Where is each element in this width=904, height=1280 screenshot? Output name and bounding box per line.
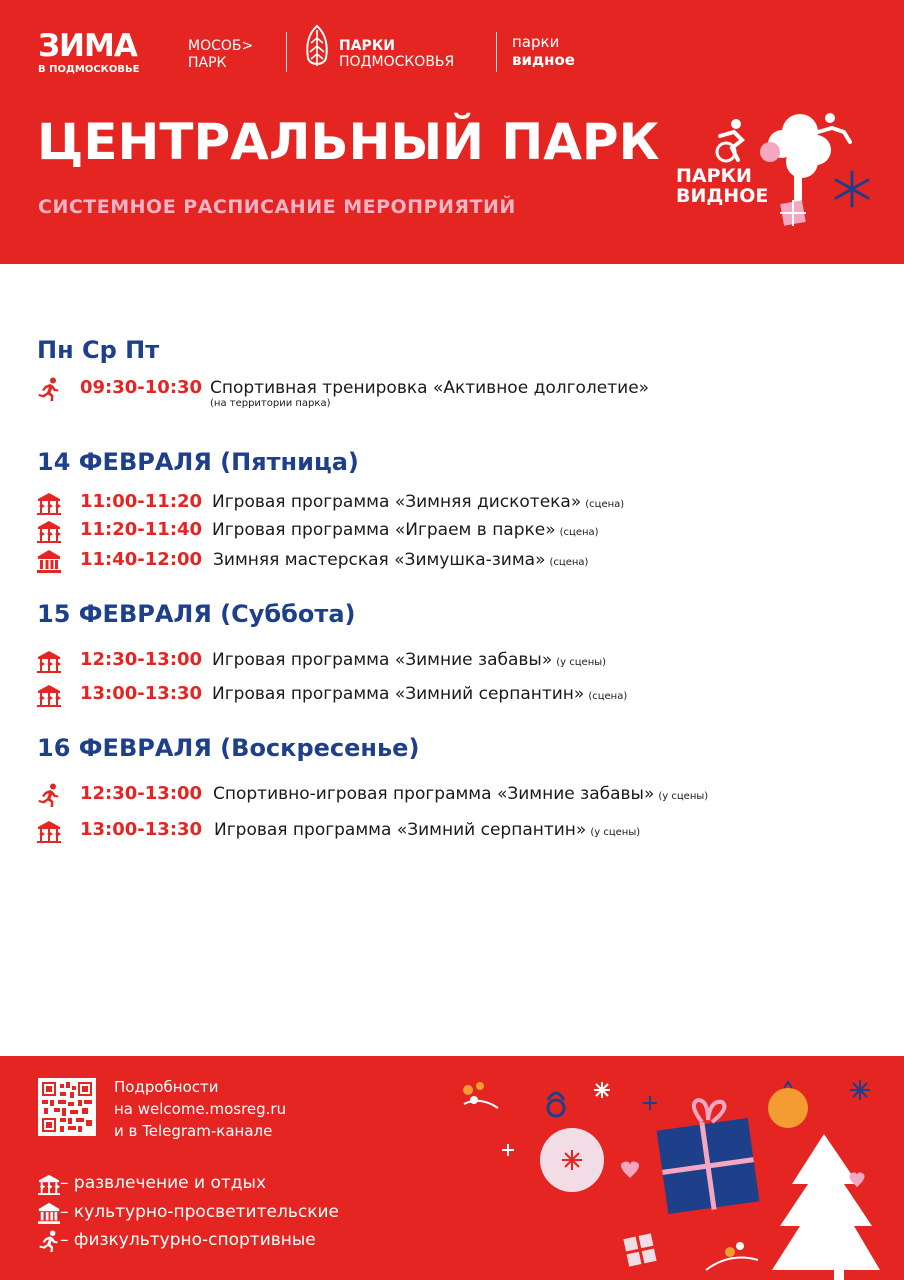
header-banner [0, 0, 904, 264]
logo-mosoblpark [188, 38, 253, 72]
event-title [212, 519, 599, 544]
schedule [0, 264, 904, 1056]
event-note: (у сцены) [658, 791, 709, 802]
emblem-text [676, 166, 768, 206]
event-row [36, 816, 886, 846]
event-row [36, 780, 886, 810]
runner-icon [36, 377, 62, 401]
day-heading: Пн Ср Пт [37, 336, 160, 364]
emblem-line2: ВИДНОЕ [676, 185, 769, 207]
footer-banner [0, 1056, 904, 1280]
event-title [214, 819, 640, 844]
logo-divider [496, 32, 497, 72]
logo-vidnoe-line2: видное [512, 51, 575, 69]
carousel-icon [36, 491, 62, 515]
event-time: 12:30-13:00 [80, 649, 203, 670]
legend-text: – культурно-просветительские [60, 1202, 339, 1222]
logo-parki-vidnoe [512, 33, 575, 69]
event-time: 12:30-13:00 [80, 783, 203, 804]
leaf-icon [302, 24, 332, 70]
event-row [36, 488, 886, 518]
runner-icon [36, 1230, 62, 1252]
page-title: ЦЕНТРАЛЬНЫЙ ПАРК [37, 113, 660, 171]
event-title [212, 491, 624, 516]
event-row [36, 516, 886, 546]
event-time: 09:30-10:30 [80, 377, 203, 398]
event-time: 11:40-12:00 [80, 549, 203, 570]
event-title-text: Спортивная тренировка «Активное долголетие» [210, 378, 650, 398]
logo-zima [38, 30, 139, 76]
event-title [213, 783, 708, 808]
more-info-link[interactable]: на welcome.mosreg.ru [114, 1100, 287, 1118]
event-note: (сцена) [585, 499, 625, 510]
event-title-text: Игровая программа «Зимний серпантин» [212, 684, 585, 704]
logo-vidnoe-line1: парки [512, 33, 560, 51]
day-heading: 14 ФЕВРАЛЯ (Пятница) [37, 448, 359, 476]
museum-icon [36, 549, 62, 573]
event-title-text: Спортивно-игровая программа «Зимние забавы» [213, 784, 655, 804]
logo-zima-main: ЗИМА [38, 28, 137, 64]
event-row [36, 546, 886, 576]
event-time: 11:20-11:40 [80, 519, 203, 540]
more-info-line: Подробности [114, 1078, 219, 1096]
more-info-text [114, 1076, 286, 1142]
winter-decoration-icon [440, 1056, 904, 1280]
event-title-text: Зимняя мастерская «Зимушка-зима» [213, 550, 546, 570]
carousel-icon [36, 649, 62, 673]
day-heading: 15 ФЕВРАЛЯ (Суббота) [37, 600, 356, 628]
event-title-text: Игровая программа «Зимние забавы» [212, 650, 553, 670]
more-info-line: и в Telegram-канале [114, 1122, 273, 1140]
event-title-text: Игровая программа «Играем в парке» [212, 520, 556, 540]
legend-text: – физкультурно-спортивные [60, 1230, 316, 1250]
event-row [36, 680, 886, 710]
legend-text: – развлечение и отдых [60, 1173, 267, 1193]
carousel-icon [36, 519, 62, 543]
carousel-icon [36, 819, 62, 843]
runner-icon [36, 783, 62, 807]
qr-code-icon[interactable] [38, 1078, 96, 1136]
event-title [210, 377, 649, 399]
museum-icon [36, 1202, 62, 1224]
page-subtitle: СИСТЕМНОЕ РАСПИСАНИЕ МЕРОПРИЯТИЙ [38, 196, 516, 218]
event-title-text: Игровая программа «Зимний серпантин» [214, 820, 587, 840]
event-time: 13:00-13:30 [80, 819, 203, 840]
carousel-icon [36, 1173, 62, 1195]
logo-parki-line2: ПОДМОСКОВЬЯ [339, 54, 455, 70]
event-note: (у сцены) [556, 657, 607, 668]
logo-divider [286, 32, 287, 72]
emblem-line1: ПАРКИ [676, 165, 752, 187]
event-time: 11:00-11:20 [80, 491, 203, 512]
logo-parki-line1: ПАРКИ [339, 38, 395, 54]
day-heading: 16 ФЕВРАЛЯ (Воскресенье) [37, 734, 420, 762]
event-time: 13:00-13:30 [80, 683, 203, 704]
event-title [212, 649, 606, 674]
event-row [36, 374, 886, 409]
event-location-note: (на территории парка) [210, 398, 331, 409]
event-title-text: Игровая программа «Зимняя дискотека» [212, 492, 582, 512]
event-note: (сцена) [588, 691, 628, 702]
event-note: (у сцены) [590, 827, 641, 838]
carousel-icon [36, 683, 62, 707]
event-note: (сцена) [559, 527, 599, 538]
event-note: (сцена) [549, 557, 589, 568]
logo-zima-sub: В ПОДМОСКОВЬЕ [38, 64, 140, 75]
event-row [36, 646, 886, 676]
logo-mosobl-line1: МОСОБ> [188, 38, 254, 54]
event-title [212, 683, 627, 708]
logo-mosobl-line2: ПАРК [188, 55, 227, 71]
event-title [213, 549, 588, 574]
